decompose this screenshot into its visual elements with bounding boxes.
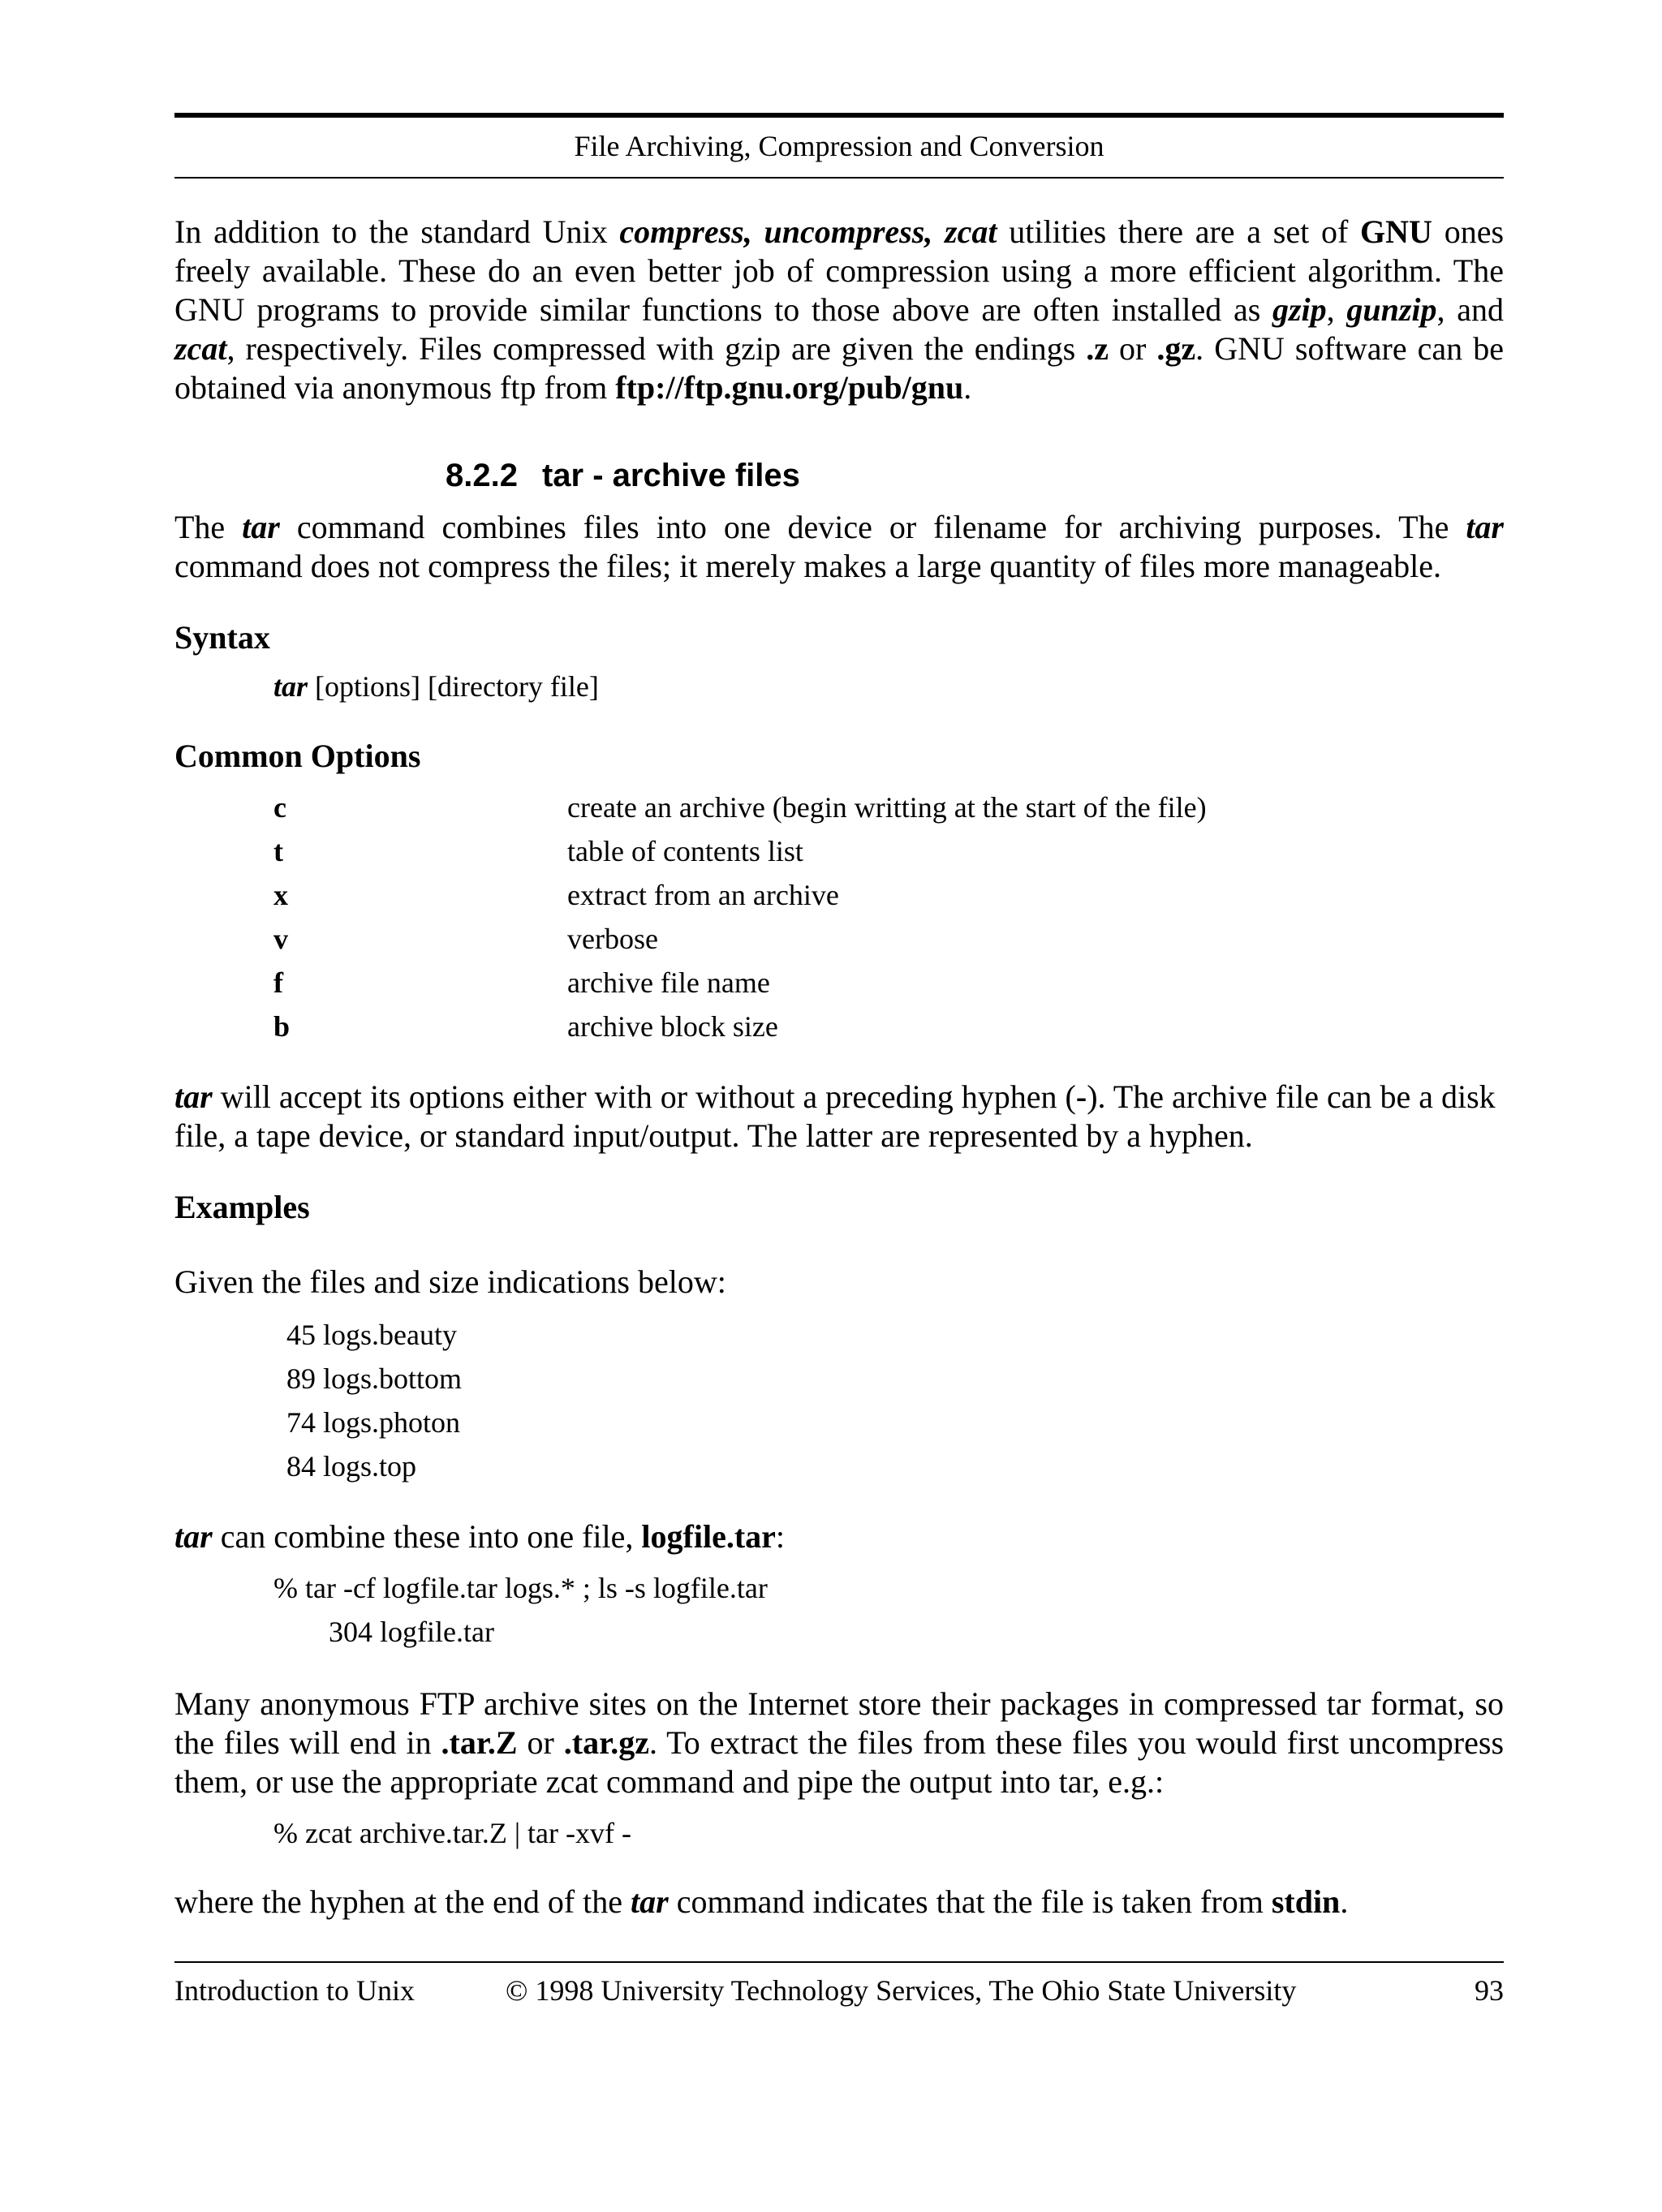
list-item: 45 logs.beauty — [286, 1319, 457, 1351]
options-table — [273, 785, 1207, 1048]
list-item: 89 logs.bottom — [286, 1362, 463, 1395]
option-description: extract from an archive — [567, 879, 839, 911]
option-flag: t — [273, 835, 283, 867]
option-row — [273, 829, 1207, 873]
page-number: 93 — [1475, 1974, 1504, 2007]
option-description: create an archive (begin writting at the start of the file) — [567, 791, 1207, 824]
syntax-line: tar [options] [directory file] — [273, 670, 599, 703]
stdin-note-paragraph: where the hyphen at the end of the tar command indicates that the file is taken from stdin. — [174, 1883, 1349, 1920]
list-item: 84 logs.top — [286, 1450, 417, 1483]
combine-paragraph: tar can combine these into one file, logfile.tar: — [174, 1518, 786, 1555]
zcat-pipe-command: % zcat archive.tar.Z | tar -xvf - — [273, 1817, 631, 1849]
option-row — [273, 1005, 1207, 1048]
option-description: table of contents list — [567, 835, 803, 867]
footer-rule — [174, 1961, 1504, 1963]
option-row — [273, 785, 1207, 829]
examples-heading: Examples — [174, 1189, 310, 1225]
running-header: File Archiving, Compression and Conversion — [574, 130, 1104, 162]
common-options-heading: Common Options — [174, 738, 421, 774]
option-flag: c — [273, 791, 286, 824]
intro-paragraph: In addition to the standard Unix compress, uncompress, zcat utilities there are a set of GNU ones freely available. These do an even better job of compression using a more efficient algorithm. The GNU programs to provide similar functions to those above are often installed as gzip, gunzip, and zcat, respectively. Files compressed with gzip are given the endings .z or .gz. GNU software can be obtained via anonymous ftp from ftp://ftp.gnu.org/pub/gnu. — [174, 213, 1505, 406]
option-flag: x — [273, 879, 288, 911]
tar-create-output: 304 logfile.tar — [329, 1616, 494, 1648]
list-item: 74 logs.photon — [286, 1406, 461, 1439]
tar-intro-paragraph: The tar command combines files into one device or filename for archiving purposes. The tar command does not compress the files; it merely makes a large quantity of files more manageable. — [174, 509, 1504, 584]
option-description: archive file name — [567, 966, 770, 999]
header-bottom-rule — [174, 177, 1504, 179]
option-description: verbose — [567, 923, 658, 955]
file-size-list — [286, 1313, 1504, 1488]
section-title: tar - archive files — [541, 458, 800, 493]
section-heading — [446, 458, 1504, 493]
option-row — [273, 873, 1207, 917]
option-flag: v — [273, 923, 288, 955]
option-flag: f — [273, 966, 283, 999]
syntax-heading: Syntax — [174, 619, 270, 656]
tar-create-command: % tar -cf logfile.tar logs.* ; ls -s logfile.tar — [273, 1572, 768, 1604]
option-row — [273, 961, 1207, 1005]
section-number: 8.2.2 — [446, 458, 518, 493]
given-files-paragraph: Given the files and size indications below: — [174, 1263, 726, 1300]
header-top-rule — [174, 113, 1504, 118]
footer-book-title: Introduction to Unix — [174, 1974, 415, 2007]
ftp-archive-paragraph: Many anonymous FTP archive sites on the Internet store their packages in compressed tar format, so the files will end in .tar.Z or .tar.gz. To extract the files from these files you would first uncompress them, or use the appropriate zcat command and pipe the output into tar, e.g.: — [174, 1685, 1505, 1800]
hyphen-note-paragraph: tar will accept its options either with or without a preceding hyphen (-). The archive file can be a disk file, a tape device, or standard input/output. The latter are represented by a hyphen. — [174, 1078, 1496, 1154]
page-content — [174, 213, 1504, 1922]
gnu-ftp-link: ftp://ftp.gnu.org/pub/gnu — [615, 369, 964, 406]
option-description: archive block size — [567, 1010, 778, 1043]
footer-copyright: © 1998 University Technology Services, The Ohio State University — [506, 1974, 1297, 2007]
option-row — [273, 917, 1207, 961]
option-flag: b — [273, 1010, 291, 1043]
